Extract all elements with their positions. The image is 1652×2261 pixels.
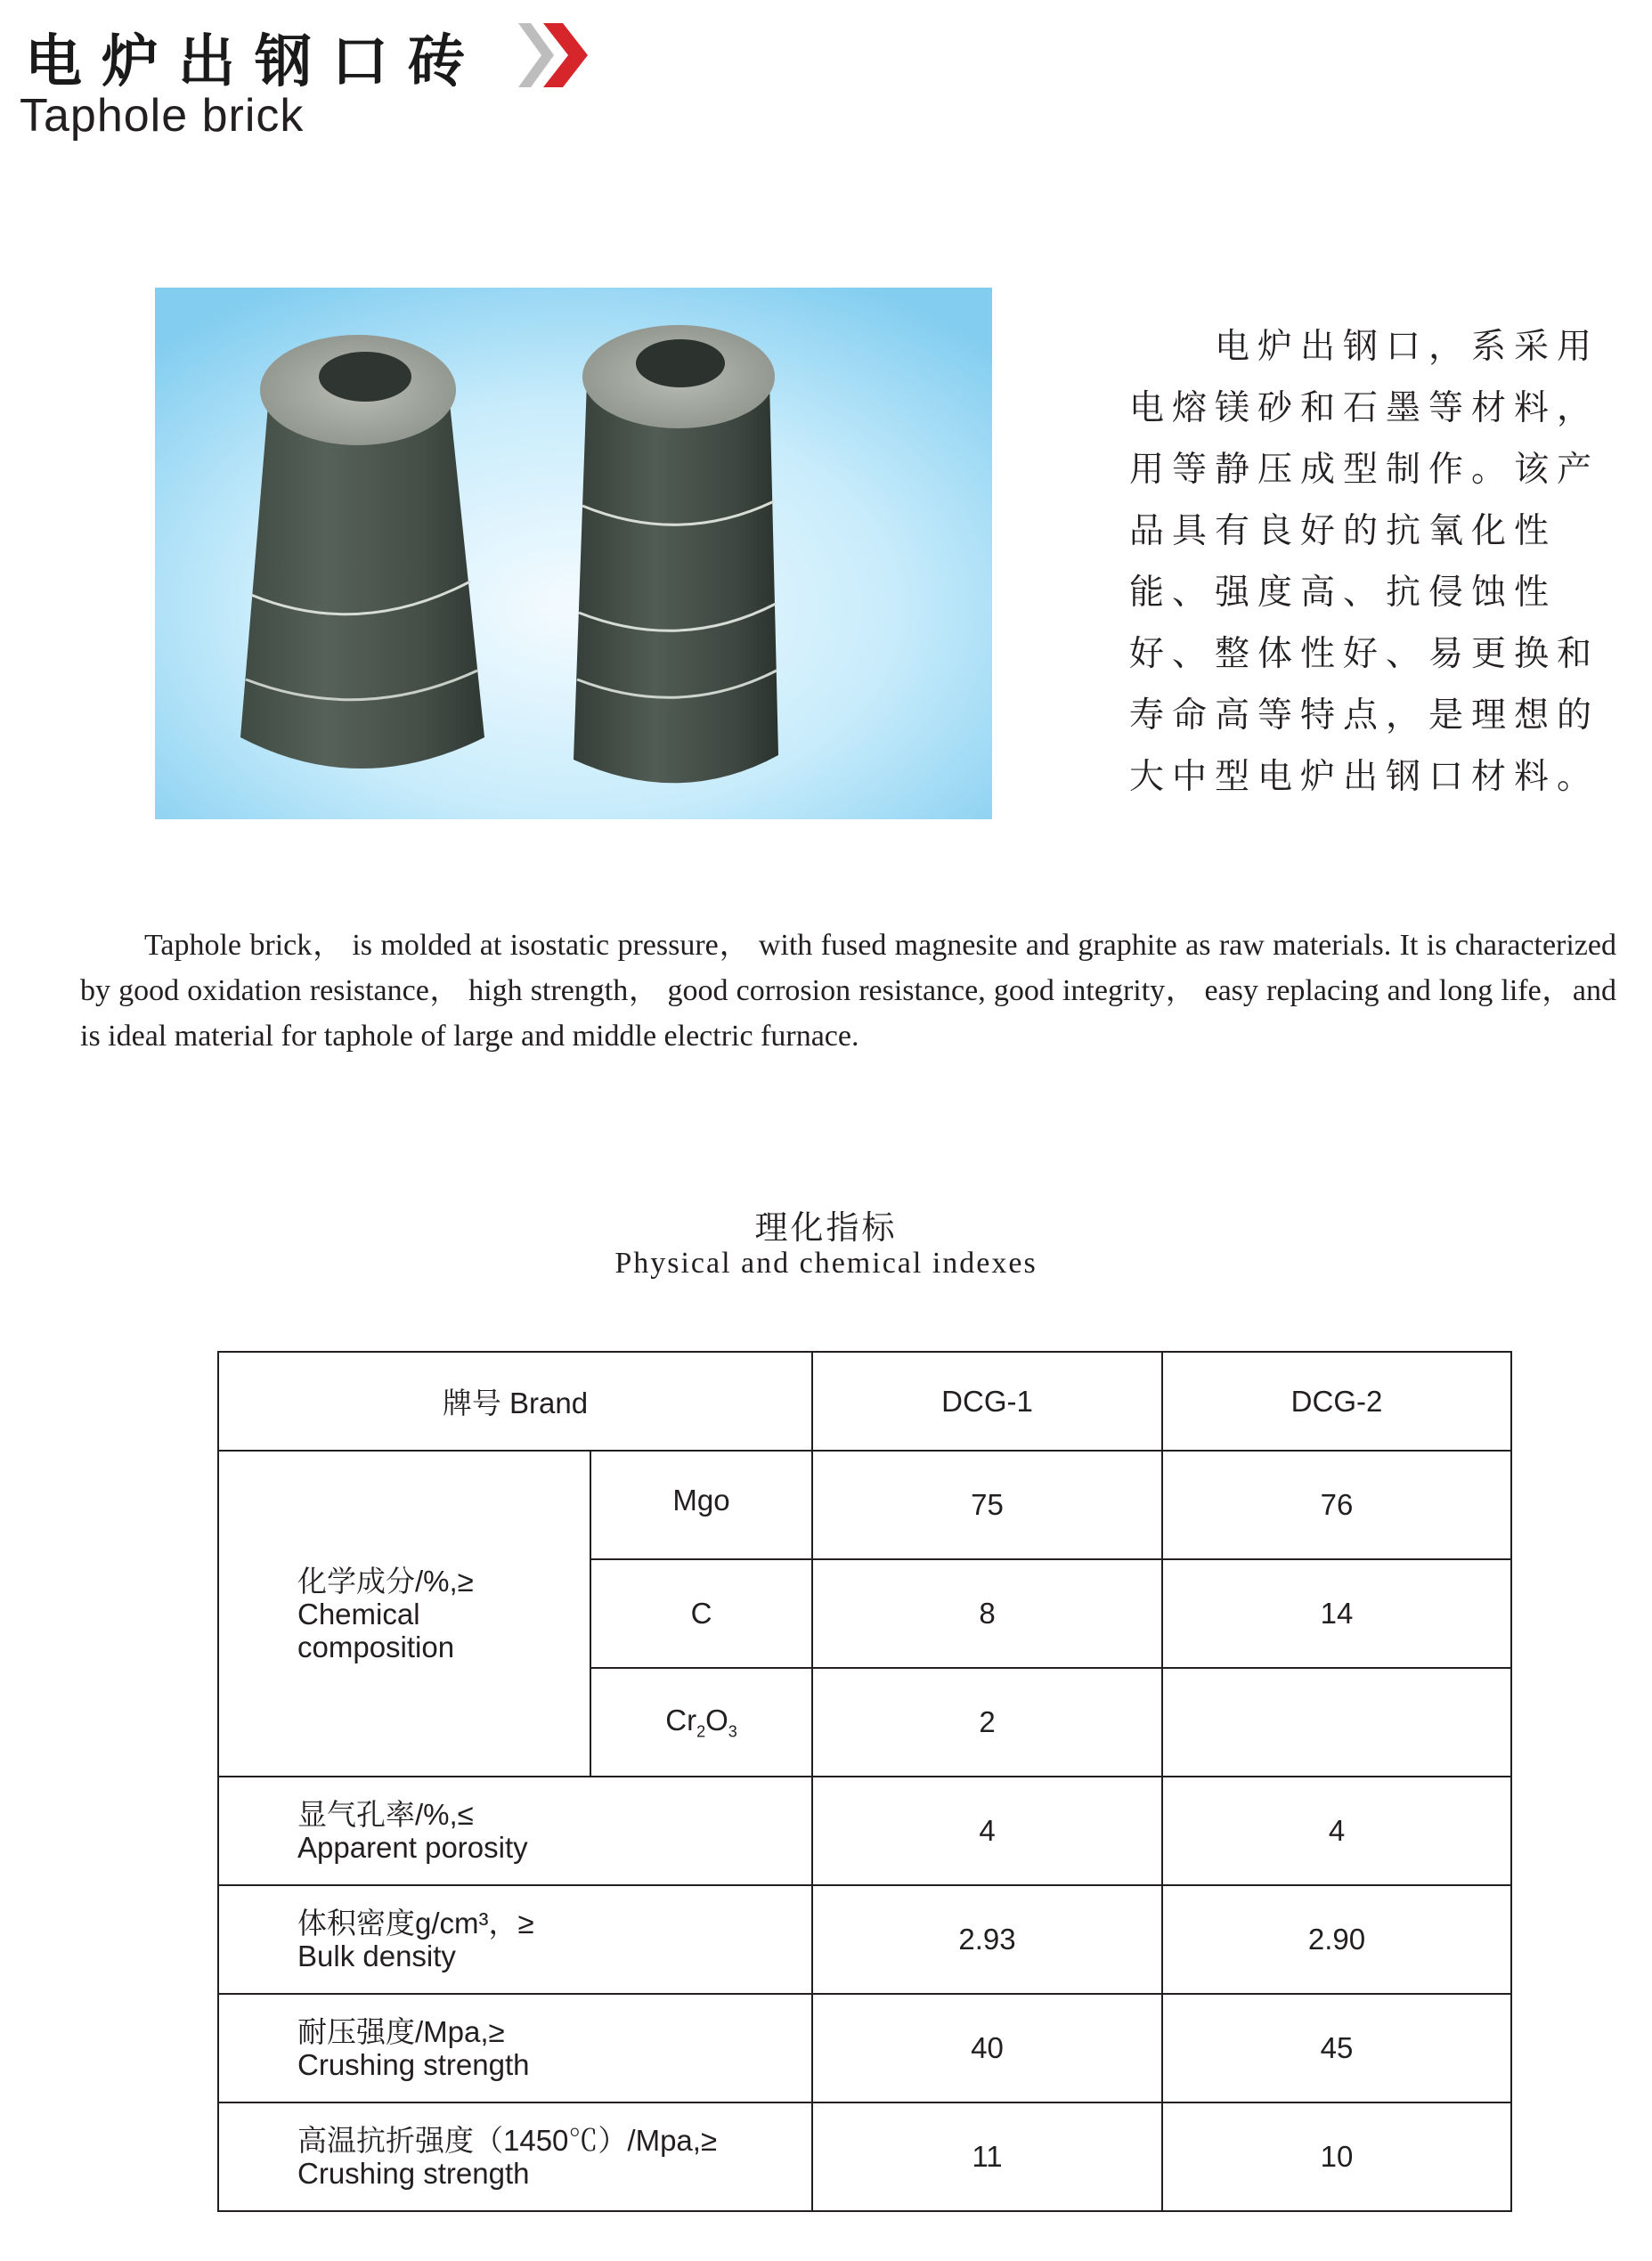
description-cn [1129,316,1600,808]
component-name: Mgo [590,1451,812,1559]
table-title-cn: 理化指标 [754,1208,898,1247]
hot-strength-label [218,2102,812,2211]
value-dcg2: 10 [1162,2102,1511,2211]
table-row [218,1451,1511,1559]
chemical-composition-label [218,1451,590,1777]
label-en: Crushing strength [297,2048,530,2081]
value-dcg2: 2.90 [1162,1885,1511,1994]
value-dcg2: 45 [1162,1994,1511,2102]
value-dcg1: 2.93 [812,1885,1162,1994]
brand-dcg2: DCG-2 [1162,1352,1511,1451]
apparent-porosity-label [218,1777,812,1885]
formula-subscript: 3 [728,1722,737,1741]
product-photo [155,288,992,819]
label-cn: 体积密度g/cm³，≥ [297,1907,534,1940]
value-dcg1: 75 [812,1451,1162,1559]
value-dcg1: 40 [812,1994,1162,2102]
crushing-strength-label [218,1994,812,2102]
description-cn-line: 能、强度高、抗侵蚀性 [1129,573,1558,613]
description-cn-line: 大中型电炉出钢口材料。 [1129,757,1600,797]
table-header-row [218,1352,1511,1451]
value-dcg1: 8 [812,1559,1162,1668]
page-title-cn: 电炉出钢口砖 [25,28,484,95]
value-dcg1: 4 [812,1777,1162,1885]
brand-dcg1: DCG-1 [812,1352,1162,1451]
table-row [218,1885,1511,1994]
label-en: Crushing strength [297,2157,530,2190]
value-dcg1: 11 [812,2102,1162,2211]
table-row [218,1994,1511,2102]
value-dcg2: 76 [1162,1451,1511,1559]
page-title-en: Taphole brick [20,90,305,142]
label-cn: 显气孔率/%,≤ [297,1798,474,1831]
table-title-en: Physical and chemical indexes [614,1247,1038,1280]
value-dcg2: 4 [1162,1777,1511,1885]
value-dcg1: 2 [812,1668,1162,1777]
label-en: Bulk density [297,1940,456,1972]
description-cn-line: 用等静压成型制作。该产 [1129,450,1600,490]
value-dcg2 [1162,1668,1511,1777]
label-cn: 化学成分/%,≥ [297,1564,474,1598]
formula-part: O [705,1703,728,1736]
table-row [218,1777,1511,1885]
description-cn-line: 品具有良好的抗氧化性 [1129,511,1558,551]
component-name [590,1668,812,1777]
description-cn-line: 电炉出钢口，系采用 [1215,327,1600,367]
spec-table [217,1351,1512,2212]
brand-header: 牌号 Brand [218,1352,812,1451]
description-cn-line: 寿命高等特点，是理想的 [1129,695,1600,736]
formula-part: Cr [665,1703,697,1736]
description-cn-line: 电熔镁砂和石墨等材料， [1129,388,1600,428]
double-chevron-right-icon [518,23,590,87]
component-name: C [590,1559,812,1668]
label-cn: 高温抗折强度（1450℃）/Mpa,≥ [297,2124,718,2157]
label-cn: 耐压强度/Mpa,≥ [297,2015,505,2048]
formula-subscript: 2 [696,1722,706,1741]
label-en: Chemical [297,1597,420,1631]
description-en: Taphole brick， is molded at isostatic pressure， with fused magnesite and graphite as raw materials. It is characterized by good oxidation resistance， high strength， good corrosion resistance, good integrity， easy replacing and long life，and is ideal material for taphole of large and middle electric furnace. [80,929,1616,1053]
value-dcg2: 14 [1162,1559,1511,1668]
bulk-density-label [218,1885,812,1994]
table-row [218,2102,1511,2211]
label-en: Apparent porosity [297,1831,528,1864]
label-en: composition [297,1630,455,1663]
description-cn-line: 好、整体性好、易更换和 [1129,634,1600,674]
